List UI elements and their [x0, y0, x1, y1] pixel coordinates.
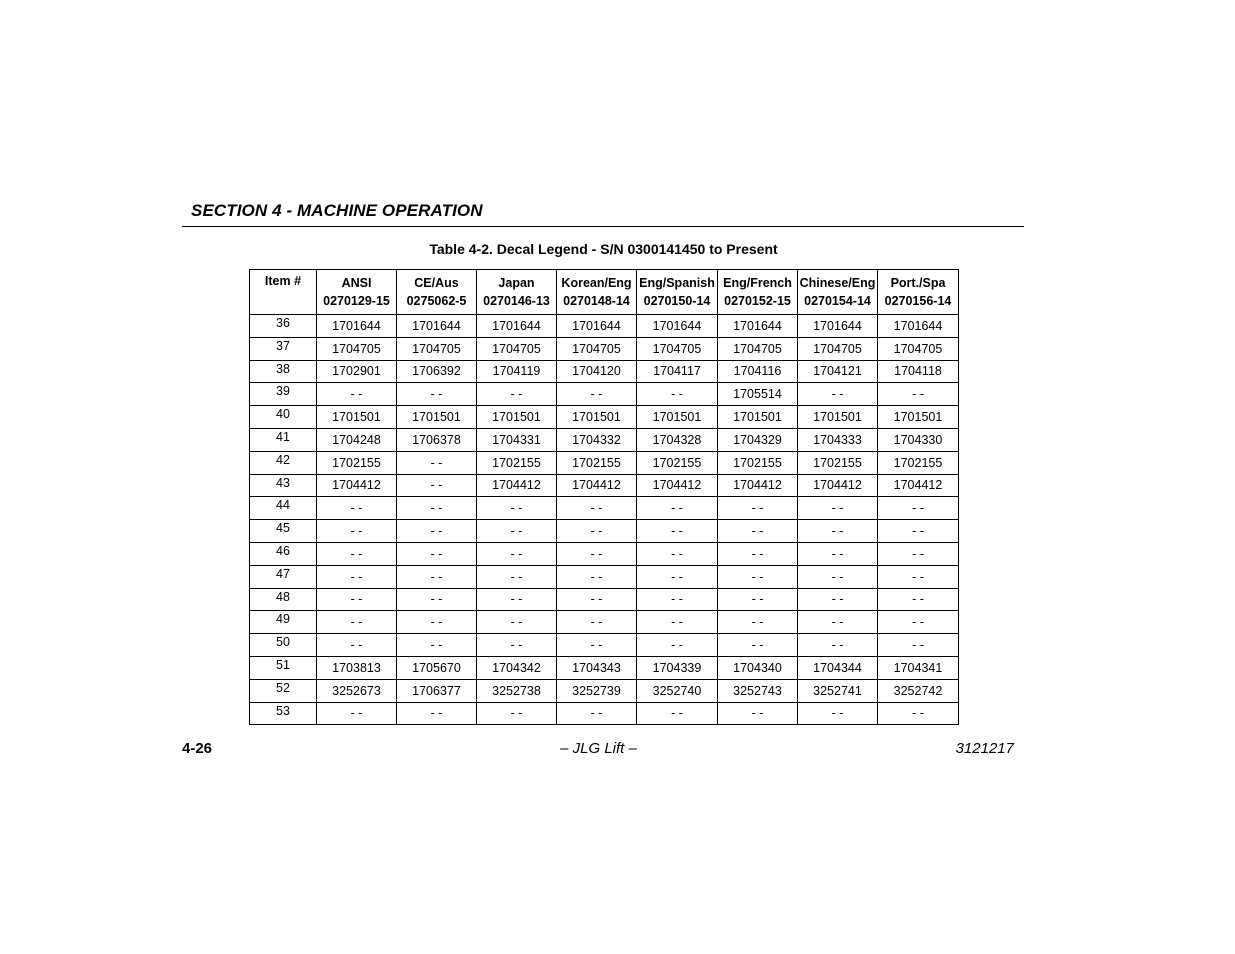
- part-number-cell: 1704705: [557, 337, 637, 360]
- part-number-cell: 1704333: [798, 428, 878, 451]
- table-row: [250, 383, 959, 406]
- part-number-cell: - -: [718, 634, 798, 657]
- part-number-cell: - -: [798, 497, 878, 520]
- header-row: [250, 270, 959, 315]
- footer-brand: – JLG Lift –: [560, 740, 637, 757]
- part-number-cell: 3252673: [317, 679, 397, 702]
- table-body: [250, 315, 959, 725]
- part-number-cell: 1704705: [477, 337, 557, 360]
- item-number-cell: 36: [250, 315, 317, 338]
- part-number-cell: 1701644: [878, 315, 959, 338]
- part-number-cell: - -: [878, 588, 959, 611]
- part-number-cell: - -: [477, 497, 557, 520]
- part-number-cell: - -: [397, 497, 477, 520]
- part-number-cell: 1704412: [718, 474, 798, 497]
- part-number-cell: - -: [637, 542, 718, 565]
- part-number-cell: - -: [397, 588, 477, 611]
- part-number-cell: - -: [477, 542, 557, 565]
- part-number-cell: - -: [878, 611, 959, 634]
- part-number-cell: - -: [317, 520, 397, 543]
- part-number-cell: 1701501: [317, 406, 397, 429]
- item-number-cell: 42: [250, 451, 317, 474]
- part-number-cell: 1704330: [878, 428, 959, 451]
- part-number-cell: - -: [557, 588, 637, 611]
- part-number-cell: - -: [878, 565, 959, 588]
- part-number-cell: 1702155: [798, 451, 878, 474]
- part-number-cell: - -: [557, 497, 637, 520]
- table-row: [250, 565, 959, 588]
- column-header-name: Chinese/Eng: [799, 276, 876, 290]
- column-header-name: Eng/French: [723, 276, 792, 290]
- item-number-cell: 40: [250, 406, 317, 429]
- part-number-cell: 1704121: [798, 360, 878, 383]
- part-number-cell: - -: [798, 702, 878, 725]
- part-number-cell: 1704705: [878, 337, 959, 360]
- part-number-cell: - -: [557, 520, 637, 543]
- part-number-cell: - -: [477, 588, 557, 611]
- part-number-cell: - -: [557, 702, 637, 725]
- part-number-cell: 1702155: [718, 451, 798, 474]
- part-number-cell: - -: [637, 611, 718, 634]
- item-number-cell: 47: [250, 565, 317, 588]
- column-header-code: 0270154-14: [804, 294, 871, 308]
- part-number-cell: - -: [557, 611, 637, 634]
- part-number-cell: 1704331: [477, 428, 557, 451]
- part-number-cell: 1704329: [718, 428, 798, 451]
- part-number-cell: 1702155: [557, 451, 637, 474]
- table-row: [250, 428, 959, 451]
- part-number-cell: - -: [878, 383, 959, 406]
- part-number-cell: 1704412: [798, 474, 878, 497]
- part-number-cell: - -: [557, 542, 637, 565]
- part-number-cell: 1704344: [798, 656, 878, 679]
- part-number-cell: - -: [637, 497, 718, 520]
- table-row: [250, 542, 959, 565]
- table-row: [250, 656, 959, 679]
- part-number-cell: - -: [397, 634, 477, 657]
- part-number-cell: - -: [397, 520, 477, 543]
- table-row: [250, 474, 959, 497]
- part-number-cell: - -: [557, 634, 637, 657]
- part-number-cell: - -: [397, 702, 477, 725]
- part-number-cell: 1703813: [317, 656, 397, 679]
- document-number: 3121217: [955, 740, 1014, 757]
- part-number-cell: - -: [557, 383, 637, 406]
- column-header-code: 0270152-15: [724, 294, 791, 308]
- part-number-cell: - -: [397, 611, 477, 634]
- column-header-name: Port./Spa: [890, 276, 946, 290]
- part-number-cell: 3252740: [637, 679, 718, 702]
- table-row: [250, 337, 959, 360]
- table-row: [250, 497, 959, 520]
- part-number-cell: 1701501: [397, 406, 477, 429]
- item-number-cell: 50: [250, 634, 317, 657]
- part-number-cell: 1704705: [637, 337, 718, 360]
- part-number-cell: - -: [397, 565, 477, 588]
- part-number-cell: 1701501: [557, 406, 637, 429]
- part-number-cell: 1701644: [798, 315, 878, 338]
- part-number-cell: 1701501: [637, 406, 718, 429]
- part-number-cell: 1704117: [637, 360, 718, 383]
- part-number-cell: - -: [798, 634, 878, 657]
- part-number-cell: - -: [317, 702, 397, 725]
- part-number-cell: - -: [718, 611, 798, 634]
- part-number-cell: 1704339: [637, 656, 718, 679]
- part-number-cell: - -: [878, 542, 959, 565]
- part-number-cell: - -: [637, 702, 718, 725]
- column-header-code: 0270156-14: [884, 294, 952, 308]
- part-number-cell: - -: [878, 702, 959, 725]
- part-number-cell: 1705670: [397, 656, 477, 679]
- part-number-cell: - -: [317, 588, 397, 611]
- part-number-cell: - -: [317, 383, 397, 406]
- column-header-item: [250, 270, 317, 315]
- item-number-cell: 37: [250, 337, 317, 360]
- table-row: [250, 588, 959, 611]
- table-row: [250, 634, 959, 657]
- part-number-cell: 1701644: [477, 315, 557, 338]
- item-number-cell: 49: [250, 611, 317, 634]
- section-title: SECTION 4 - MACHINE OPERATION: [191, 201, 483, 220]
- part-number-cell: - -: [477, 634, 557, 657]
- part-number-cell: - -: [637, 383, 718, 406]
- part-number-cell: 1704119: [477, 360, 557, 383]
- part-number-cell: - -: [477, 702, 557, 725]
- part-number-cell: 1704120: [557, 360, 637, 383]
- part-number-cell: 1704116: [718, 360, 798, 383]
- part-number-cell: 1701501: [878, 406, 959, 429]
- item-number-cell: 44: [250, 497, 317, 520]
- column-header-name: ANSI: [341, 276, 372, 290]
- table-row: [250, 451, 959, 474]
- part-number-cell: 1704332: [557, 428, 637, 451]
- part-number-cell: - -: [718, 702, 798, 725]
- part-number-cell: 1704412: [477, 474, 557, 497]
- column-header: [397, 270, 477, 315]
- part-number-cell: 1704342: [477, 656, 557, 679]
- item-number-cell: 39: [250, 383, 317, 406]
- part-number-cell: - -: [477, 520, 557, 543]
- table-row: [250, 406, 959, 429]
- part-number-cell: - -: [718, 542, 798, 565]
- part-number-cell: - -: [798, 520, 878, 543]
- part-number-cell: 1704705: [397, 337, 477, 360]
- part-number-cell: - -: [477, 565, 557, 588]
- part-number-cell: 1701501: [477, 406, 557, 429]
- column-header-name: Eng/Spanish: [639, 276, 715, 290]
- column-header-name: Japan: [498, 276, 535, 290]
- item-number-cell: 51: [250, 656, 317, 679]
- part-number-cell: - -: [317, 565, 397, 588]
- part-number-cell: - -: [637, 634, 718, 657]
- part-number-cell: 3252742: [878, 679, 959, 702]
- part-number-cell: - -: [798, 542, 878, 565]
- part-number-cell: - -: [317, 542, 397, 565]
- part-number-cell: - -: [798, 588, 878, 611]
- table-header: [250, 270, 959, 315]
- part-number-cell: 1706392: [397, 360, 477, 383]
- item-number-cell: 48: [250, 588, 317, 611]
- part-number-cell: 1701644: [557, 315, 637, 338]
- part-number-cell: 1704412: [317, 474, 397, 497]
- table-row: [250, 520, 959, 543]
- table-title: Table 4-2. Decal Legend - S/N 0300141450 to Present: [429, 241, 778, 257]
- part-number-cell: 1701644: [317, 315, 397, 338]
- column-header: [637, 270, 718, 315]
- part-number-cell: 3252739: [557, 679, 637, 702]
- part-number-cell: 3252741: [798, 679, 878, 702]
- part-number-cell: 3252738: [477, 679, 557, 702]
- part-number-cell: 1704248: [317, 428, 397, 451]
- column-header: [317, 270, 397, 315]
- part-number-cell: - -: [477, 611, 557, 634]
- table-row: [250, 702, 959, 725]
- part-number-cell: 1704705: [718, 337, 798, 360]
- column-header: [557, 270, 637, 315]
- part-number-cell: - -: [637, 588, 718, 611]
- column-header: [718, 270, 798, 315]
- part-number-cell: 1704340: [718, 656, 798, 679]
- header-divider: [182, 226, 1024, 227]
- item-number-cell: 53: [250, 702, 317, 725]
- part-number-cell: 1704118: [878, 360, 959, 383]
- part-number-cell: 1704341: [878, 656, 959, 679]
- part-number-cell: 1704343: [557, 656, 637, 679]
- part-number-cell: - -: [798, 383, 878, 406]
- column-header-code: 0270146-13: [483, 294, 550, 308]
- item-number-cell: 41: [250, 428, 317, 451]
- part-number-cell: - -: [878, 634, 959, 657]
- part-number-cell: 1704412: [878, 474, 959, 497]
- part-number-cell: 1701644: [637, 315, 718, 338]
- column-header-code: 0270129-15: [323, 294, 390, 308]
- column-header: [477, 270, 557, 315]
- part-number-cell: - -: [798, 611, 878, 634]
- part-number-cell: 1704412: [557, 474, 637, 497]
- part-number-cell: 1701501: [798, 406, 878, 429]
- part-number-cell: - -: [637, 520, 718, 543]
- part-number-cell: - -: [718, 497, 798, 520]
- column-header-code: 0270150-14: [643, 294, 711, 308]
- part-number-cell: 1701501: [718, 406, 798, 429]
- part-number-cell: - -: [397, 474, 477, 497]
- item-number-cell: 52: [250, 679, 317, 702]
- part-number-cell: 1702155: [477, 451, 557, 474]
- part-number-cell: - -: [718, 520, 798, 543]
- part-number-cell: - -: [317, 611, 397, 634]
- table-row: [250, 360, 959, 383]
- part-number-cell: 3252743: [718, 679, 798, 702]
- table-row: [250, 679, 959, 702]
- part-number-cell: 1702155: [878, 451, 959, 474]
- part-number-cell: - -: [718, 588, 798, 611]
- part-number-cell: 1701644: [718, 315, 798, 338]
- part-number-cell: - -: [317, 634, 397, 657]
- column-header: [878, 270, 959, 315]
- part-number-cell: - -: [477, 383, 557, 406]
- part-number-cell: 1701644: [397, 315, 477, 338]
- page-number: 4-26: [182, 740, 213, 757]
- part-number-cell: 1704412: [637, 474, 718, 497]
- part-number-cell: - -: [637, 565, 718, 588]
- column-header-name: Item #: [264, 274, 302, 288]
- part-number-cell: 1706378: [397, 428, 477, 451]
- part-number-cell: - -: [878, 497, 959, 520]
- item-number-cell: 43: [250, 474, 317, 497]
- part-number-cell: - -: [397, 451, 477, 474]
- part-number-cell: 1702901: [317, 360, 397, 383]
- part-number-cell: - -: [397, 383, 477, 406]
- decal-legend-table: [249, 269, 959, 725]
- item-number-cell: 45: [250, 520, 317, 543]
- part-number-cell: - -: [798, 565, 878, 588]
- part-number-cell: - -: [878, 520, 959, 543]
- part-number-cell: 1705514: [718, 383, 798, 406]
- column-header-code: 0275062-5: [406, 294, 467, 308]
- column-header-code: 0270148-14: [563, 294, 630, 308]
- part-number-cell: 1704705: [317, 337, 397, 360]
- column-header-name: Korean/Eng: [561, 276, 632, 290]
- column-header: [798, 270, 878, 315]
- part-number-cell: - -: [557, 565, 637, 588]
- part-number-cell: - -: [317, 497, 397, 520]
- part-number-cell: 1704328: [637, 428, 718, 451]
- part-number-cell: 1706377: [397, 679, 477, 702]
- table-row: [250, 315, 959, 338]
- column-header-name: CE/Aus: [414, 276, 459, 290]
- item-number-cell: 38: [250, 360, 317, 383]
- part-number-cell: 1704705: [798, 337, 878, 360]
- part-number-cell: - -: [397, 542, 477, 565]
- part-number-cell: - -: [718, 565, 798, 588]
- part-number-cell: 1702155: [637, 451, 718, 474]
- item-number-cell: 46: [250, 542, 317, 565]
- part-number-cell: 1702155: [317, 451, 397, 474]
- table-row: [250, 611, 959, 634]
